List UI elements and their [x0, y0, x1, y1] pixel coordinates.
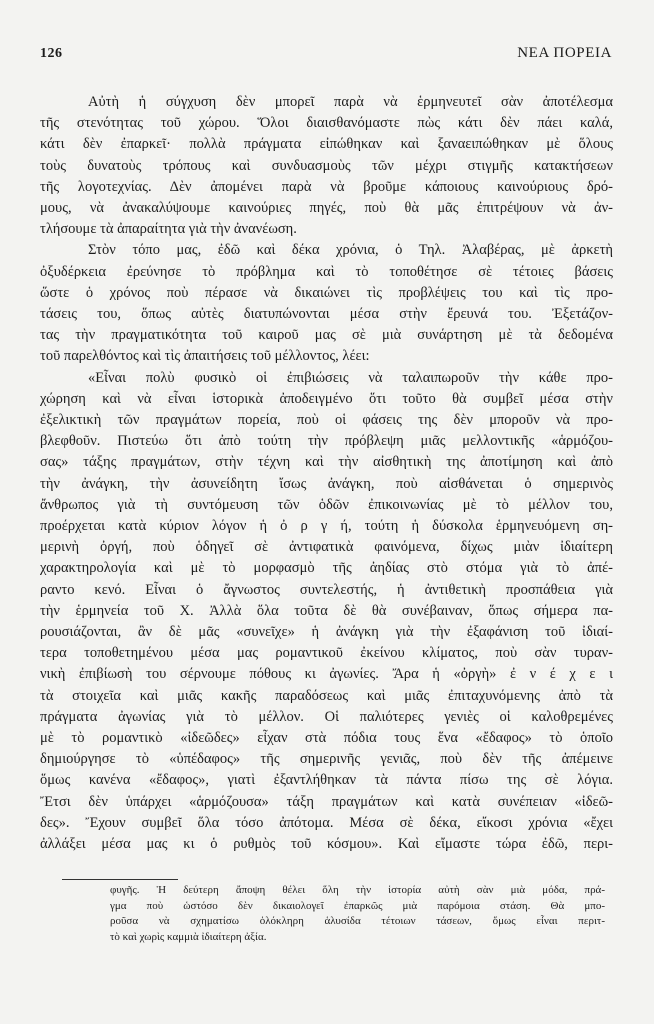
text-line: νικὴ ἐπιβίωσὴ του σέρνουμε πόθους κι ἀγωνίες. Ἄρα ἡ «ὀργὴ» ἐ ν έ χ ε ι	[40, 666, 613, 683]
footnote-line: γμα ποὺ ὡστόσο δὲν δικαιολογεῖ ἐπαρκῶς μιὰ παρόμοια στάση. Θὰ μπο-	[110, 899, 605, 912]
text-line: τλήσουμε τὰ ἀπαραίτητα γιὰ τὴν ἀνανέωση.	[40, 221, 297, 238]
text-line: τοὺς δυνατοὺς τρόπους καὶ συνδυασμοὺς τῶν μέχρι στιγμῆς κατακτήσεων	[40, 157, 613, 174]
text-line: Ἔτσι δὲν ὑπάρχει «ἁρμόζουσα» τάξη πραγμάτων καὶ κατὰ συνέπειαν «ἰδεῶ-	[40, 793, 613, 810]
text-line: τας τὴν πραγματικότητα τοῦ καιροῦ μας σὲ μιὰ συνάρτηση μὲ τὰ δεδομένα	[40, 327, 613, 344]
text-line: ἐξελικτικὴ τῶν πραγμάτων πορεία, ποὺ οἱ φάσεις της δὲν μποροῦν νὰ προ-	[40, 412, 613, 428]
text-line: Αὐτὴ ἡ σύγχυση δὲν μπορεῖ παρὰ νὰ ἑρμηνευτεῖ σὰν ἀποτέλεσμα	[88, 94, 613, 110]
text-line: ρουσιάζονται, ἂν δὲ μᾶς «συνεῖχε» ἡ ἀνάγκη γιὰ τὴν ἐξαφάνιση τοῦ ἰδιαί-	[40, 624, 613, 640]
text-line: ὅμως κανένα «ἔδαφος», γιατὶ ἐξαντλήθηκαν τὰ πάντα πίσω της σὲ λόγια.	[40, 772, 613, 789]
text-line: κάτι δὲν ἐπαρκεῖ· πολλὰ πράγματα εἰπώθηκαν καὶ ξαναειπώθηκαν μὲ ὅλους	[40, 136, 613, 153]
text-line: δημιούργησε τὸ «ὑπέδαφος» τῆς σημερινῆς γενιᾶς, ποὺ δὲν τῆς ἀπέμεινε	[40, 751, 613, 768]
text-line: Στὸν τόπο μας, ἐδῶ καὶ δέκα χρόνια, ὁ Τηλ. Ἀλαβέρας, μὲ ἀρκετὴ	[88, 242, 613, 259]
text-line: δες». Ἔχουν συμβεῖ ὅλα τόσο ἀπότομα. Μέσα σὲ δέκα, εἴκοσι χρόνια «ἔχει	[40, 814, 613, 831]
footnote-line: ροῦσα νὰ σχηματίσω ὁλόκληρη ἁλυσίδα τέτοιων τάσεων, ὅμως εἶναι περιτ-	[110, 915, 605, 928]
text-line: ἀλλάξει μέσα μας κι ὁ ρυθμὸς τοῦ κόσμου». Καὶ εἴμαστε τώρα ἐδῶ, περι-	[40, 836, 613, 852]
text-line: χώρηση καὶ νὰ εἶναι ἱστορικὰ ἀποδειγμένο ὅτι τοῦτο θὰ συμβεῖ μέσα στὴν	[40, 390, 613, 407]
text-line: τερα τοποθετημένου μέσα μας ρομαντικοῦ ἐκείνου κλίματος, ποὺ σὰν τυραν-	[40, 645, 613, 662]
text-line: τῆς λογοτεχνίας. Δὲν ἀπομένει παρὰ νὰ βροῦμε κάποιους καινούριους δρό-	[40, 178, 613, 195]
text-line: τάσεις του, ὅπως αὐτὲς διατυπώνονται μέσα στὴν ἔρευνά του. Ἐξετάζον-	[40, 306, 613, 322]
text-line: τὴν ἑρμηνεία τοῦ Χ. Ἀλλὰ ὅλα τοῦτα δὲ θὰ συνέβαιναν, ὅπως σήμερα πα-	[40, 602, 613, 619]
text-line: τὰ στοιχεῖα καὶ μιᾶς κακῆς παραδόσεως καὶ μιᾶς ἐπιταχυνόμενης ἀπὸ τὰ	[40, 687, 613, 704]
text-line: μους, νὰ ἀνακαλύψουμε καινούριες πηγές, ποὺ θὰ μᾶς ἐπιτρέψουν νὰ ἀν-	[40, 200, 613, 216]
footnote-line: φυγῆς. Ἡ δεύτερη ἄποψη θέλει ὅλη τὴν ἱστορία αὐτὴ σὰν μιὰ μόδα, πρά-	[110, 884, 605, 896]
text-line: μὲ τὸ ρομαντικὸ «ἰδεῶδες» εἶχαν στὰ πόδια τους ἕνα «ἔδαφος» τὸ ὁποῖο	[40, 730, 613, 746]
footnote-line: τὸ καὶ χωρὶς καμμιὰ ἰδιαίτερη ἀξία.	[110, 930, 267, 943]
text-line: σας» τάξης πραγμάτων, στὴν τέχνη καὶ τὴν αἰσθητικὴ της ἀποτίμηση καὶ ἀπὸ	[40, 454, 613, 471]
text-line: τῆς στενότητας τοῦ χώρου. Ὅλοι διαισθανόμαστε πὼς κάτι δὲν πάει καλά,	[40, 115, 613, 132]
text-line: χαρακτηρολογία καὶ μὲ τὸ μορφασμὸ τῆς ἀηδίας στὸ στόμα γιὰ τὸ ἀπέ-	[40, 560, 613, 577]
text-line: ἄνθρωπος γιὰ τὴ συντόμευση τῶν ὁδῶν ἐπικοινωνίας μὲ τὸ μέλλον του,	[40, 496, 613, 513]
text-line: βλεφθοῦν. Πιστεύω ὅτι ἀπὸ τούτη τὴν πρόβλεψη μιᾶς μελλοντικῆς «ἁρμόζου-	[40, 433, 613, 450]
text-line: ὥστε ὁ χρόνος ποὺ πέρασε νὰ δικαιώνει τὶς προβλέψεις του καὶ τὶς προ-	[40, 284, 613, 301]
page-number: 126	[40, 46, 63, 61]
text-line: «Εἶναι πολὺ φυσικὸ οἱ ἐπιβιώσεις νὰ ταλαιπωροῦν τὴν κάθε προ-	[88, 369, 613, 386]
text-line: τοῦ παρελθόντος καὶ τὶς ἀπαιτήσεις τοῦ μέλλοντος, λέει:	[40, 348, 370, 365]
text-line: ραντο κενό. Εἶναι ὁ ἄγνωστος συντελεστής, ἡ ἀντιθετικὴ προσπάθεια γιὰ	[40, 581, 613, 598]
text-line: πράγματα ἀγωνίας γιὰ τὸ μέλλον. Οἱ παλιότερες γενιὲς οἱ καλοθρεμένες	[40, 708, 613, 725]
text-line: μερινὴ ὀργή, ποὺ ὁδηγεῖ σὲ ἀντιφατικὰ φαινόμενα, δίχως μιὰν ἰδιαίτερη	[40, 539, 613, 556]
text-line: ὀξυδέρκεια ἐρεύνησε τὸ πρόβλημα καὶ τὸ τοποθέτησε σὲ τέτοιες βάσεις	[40, 263, 613, 280]
text-line: τὴν ἀνάγκη, τὴν ἀσυνείδητη ἴσως ἀνάγκη, ποὺ αἰσθάνεται ὁ σημερινὸς	[40, 475, 613, 492]
journal-title: ΝΕΑ ΠΟΡΕΙΑ	[517, 45, 612, 61]
text-line: προέρχεται κατὰ κύριον λόγον ἡ ὀ ρ γ ή, τούτη ἡ δύσκολα ἑρμηνευόμενη ση-	[40, 518, 613, 534]
